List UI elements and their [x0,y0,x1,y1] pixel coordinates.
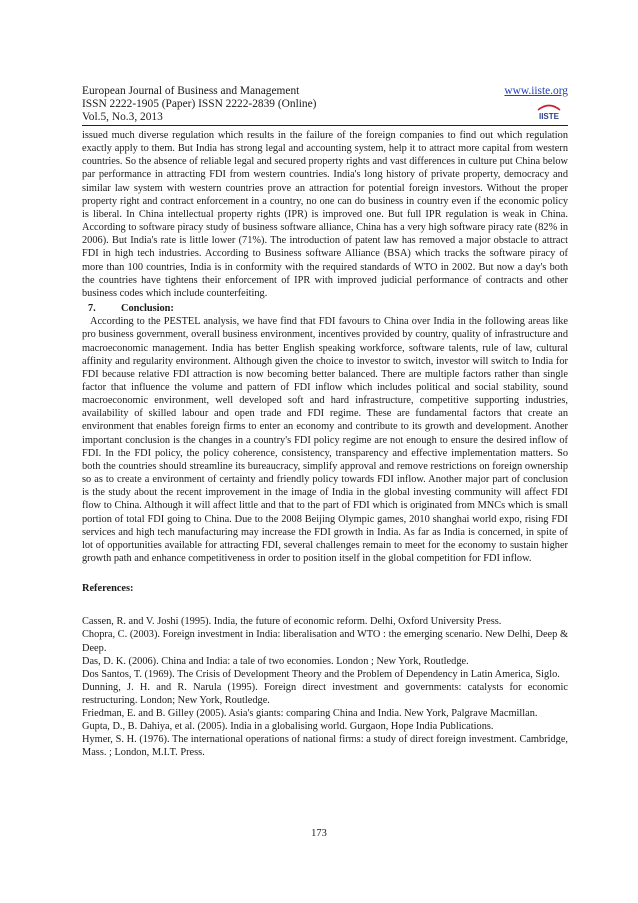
journal-title: European Journal of Business and Management [82,85,300,97]
conclusion-paragraph: According to the PESTEL analysis, we have find that FDI favours to China over India in the following areas like pro business government, overall business environment, incentives provided by country, quality of infrastructure and macroeconomic management. India has better English speaking workforce, software talents, rule of law, cultural affinity and regularity environment. Although given the choice to investor to switch, investor will switch to India for FDI because relative FDI attraction is now becoming better balanced. There are multiple factors rather than single factor that influence the volume and pattern of FDI inflow which includes political and social stability, sound macroeconomic environment, well developed soft and hard infrastructure, competitive supporting industries, availability of skilled labour and open trade and FDI regime. These are fundamental factors that create an environment that enables foreign firms to enter an economy and contribute to its growth and development. Another important conclusion is the changes in a country's FDI policy regime are not enough to ensure the desired inflow of FDI. In the FDI policy, the policy coherence, consistency, transparency and effective implementation matters. So both the countries should streamline its bureaucracy, simplify approval and remove restrictions on foreign ownership so as to create a environment of certainty and friendly policy towards FDI inflow. Another major part of conclusion is the study about the recent improvement in the image of India in the global investing community will affect FDI flow to China. Although it will affect little and that to the part of FDI which is originated from MNCs which is small portion of total FDI going to China. Due to the 2008 Beijing Olympic games, 2010 shanghai world expo, rising FDI services and high tech manufacturing may increase the FDI growth in India. As far as India is concerned, in spite of lot of opportunities available for attracting FDI, several challenges remain to meet for the economy to sustain higher growth path and enhance competitiveness in order to position itself in the global competition for FDI inflow. [82,316,568,564]
reference-list [82,615,568,759]
journal-url-link[interactable]: www.iiste.org [504,85,568,97]
volume-line: Vol.5, No.3, 2013 [82,111,163,124]
section-number: 7. [88,303,96,315]
issn-line: ISSN 2222-1905 (Paper) ISSN 2222-2839 (Online) [82,98,317,111]
page-header [82,85,568,125]
svg-text:IISTE: IISTE [538,112,560,121]
section-heading [88,302,568,315]
reference-item: Gupta, D., B. Dahiya, et al. (2005). India in a globalising world. Gurgaon, Hope India Publications. [82,721,494,733]
reference-item: Cassen, R. and V. Joshi (1995). India, the future of economic reform. Delhi, Oxford University Press. [82,616,502,628]
reference-item: Chopra, C. (2003). Foreign investment in India: liberalisation and WTO : the emerging scenario. New Delhi, Deep & Deep. [82,629,568,654]
reference-item: Dos Santos, T. (1969). The Crisis of Development Theory and the Problem of Dependency in Latin America, Siglo. [82,668,560,680]
section-title: Conclusion: [121,303,174,315]
iiste-logo [536,101,562,121]
references-heading: References: [82,583,134,595]
reference-item: Das, D. K. (2006). China and India: a tale of two economies. London ; New York, Routledge. [82,655,469,667]
page-number: 173 [311,828,327,839]
paragraph-continued: issued much diverse regulation which results in the failure of the foreign companies to find out which regulation exactly apply to them. But India has strong legal and accounting system, help it to attract more capital from western countries. So the absence of reliable legal and secured property rights and vast differences in culture put China below par performance in attracting FDI from western countries. India's long history of private property, democracy and similar law system with western countries prove an attraction for potential foreign investors. Without the proper property right and contract enforcement in a country, no one can do business in country even if the economic policy is liberal. In China intellectual property rights (IPR) is improved one. But full IPR regulation is weak in China. According to software piracy study of business software alliance, China has a very high software piracy rate (82% in 2006). But India's rate is little lower (71%). The introduction of patent law has removed a major obstacle to attract FDI in high tech industries. According to Business software Alliance (BSA) which tracks the software piracy of more than 100 countries, India is in conformity with the required standards of WTO in 2002. But now a day's both the countries have tightens their enforcement of IPR with improved judicial performance of contracts and other business codes which include counterfeiting. [82,130,568,299]
header-rule [82,125,568,126]
page-body [82,129,568,759]
reference-item: Dunning, J. H. and R. Narula (1995). Foreign direct investment and governments: catalysts for economic restructuring. London; New York, Routledge. [82,681,568,706]
reference-item: Friedman, E. and B. Gilley (2005). Asia's giants: comparing China and India. New York, Palgrave Macmillan. [82,707,538,719]
reference-item: Hymer, S. H. (1976). The international operations of national firms: a study of direct foreign investment. Cambridge, Mass. ; London, M.I.T. Press. [82,734,568,759]
